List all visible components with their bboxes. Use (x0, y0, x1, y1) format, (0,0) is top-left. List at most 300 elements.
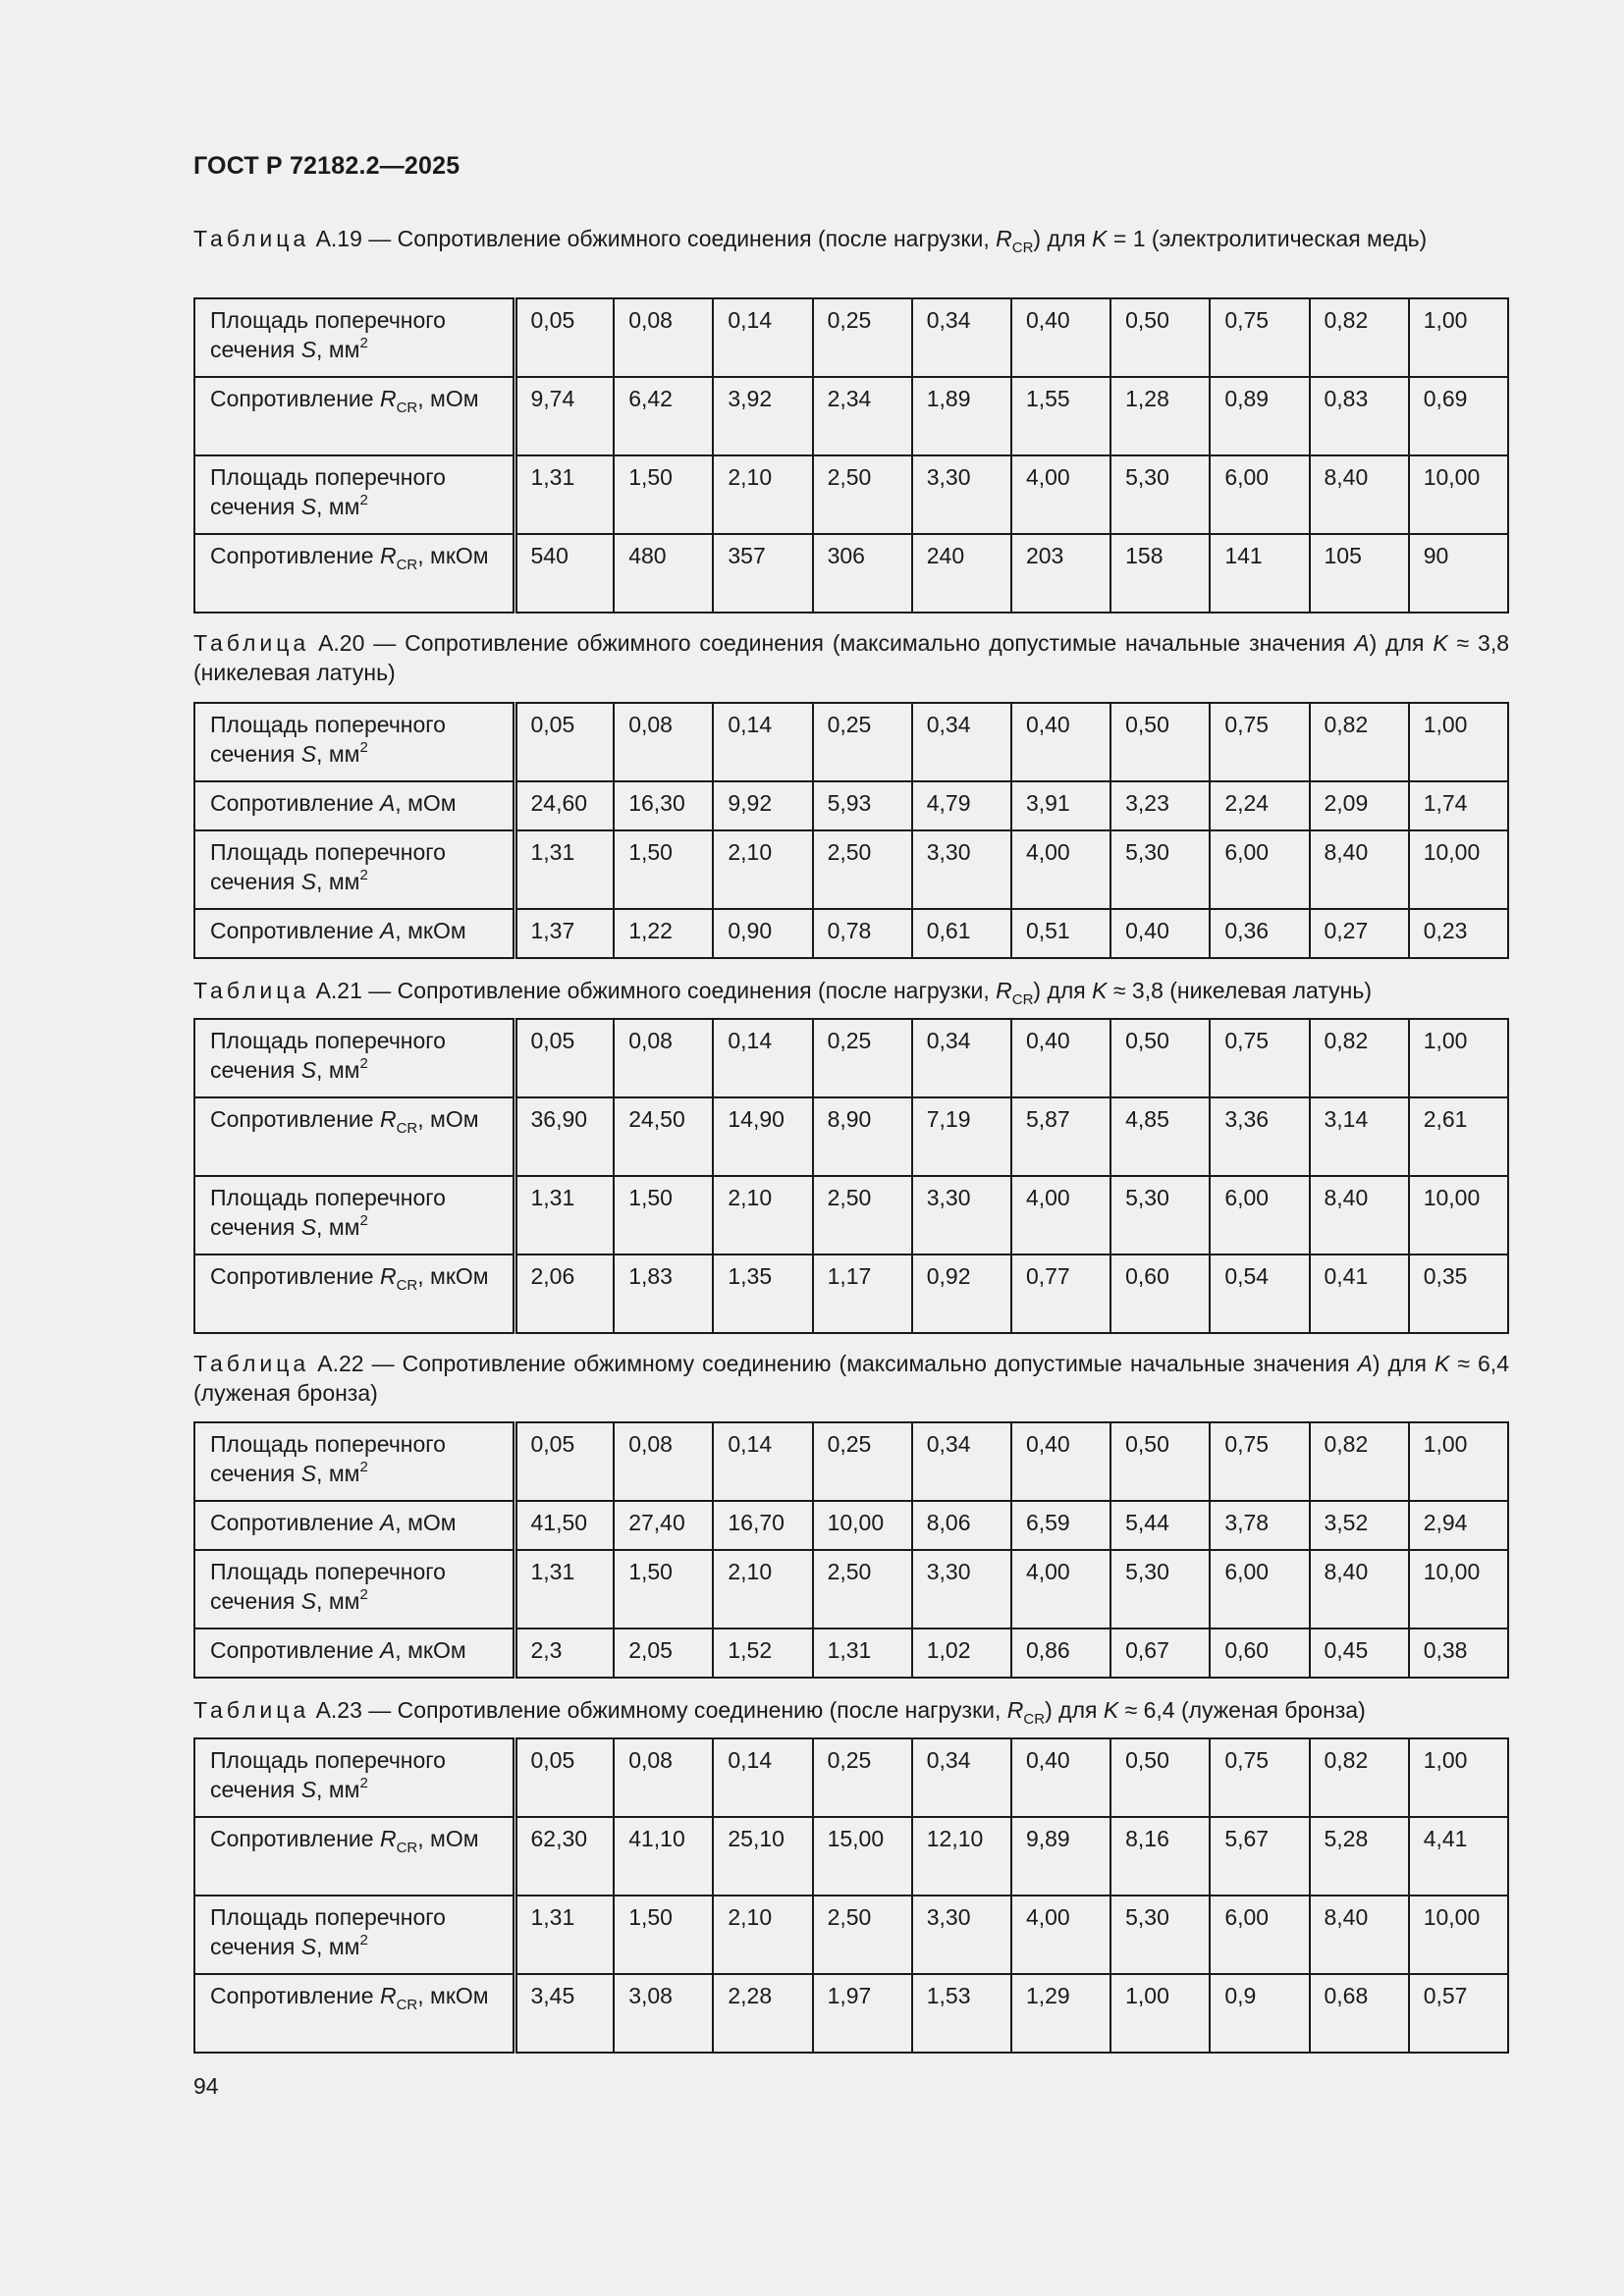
label-variable: R (379, 1263, 397, 1289)
table-cell: 1,89 (912, 377, 1011, 455)
table-cell: 5,44 (1110, 1501, 1210, 1550)
table-cell: 6,00 (1210, 830, 1309, 909)
label-subscript: CR (396, 1120, 418, 1137)
label-text: Площадь поперечного сечения (210, 712, 446, 767)
row-label (194, 1501, 514, 1550)
table-cell: 0,40 (1110, 909, 1210, 958)
table-cell: 0,36 (1210, 909, 1309, 958)
table-cell: 0,05 (514, 1019, 614, 1097)
row-label (194, 534, 514, 613)
table-cell: 10,00 (1409, 830, 1508, 909)
caption-variable: A (1354, 630, 1370, 656)
table-cell: 3,30 (912, 830, 1011, 909)
table-cell: 0,86 (1011, 1629, 1110, 1678)
label-text: Площадь поперечного сечения (210, 1431, 446, 1486)
table-cell: 27,40 (614, 1501, 713, 1550)
table-cell: 0,05 (514, 298, 614, 377)
table-cell: 1,53 (912, 1974, 1011, 2053)
table-row (194, 1896, 1508, 1974)
table-cell: 0,40 (1011, 703, 1110, 781)
caption-number: А.20 (318, 630, 365, 656)
table-cell: 0,9 (1210, 1974, 1309, 2053)
table-cell: 1,31 (514, 1176, 614, 1255)
label-unit: , мОм (417, 1106, 479, 1132)
row-label (194, 909, 514, 958)
table-cell: 1,31 (514, 830, 614, 909)
document-header: ГОСТ Р 72182.2—2025 (193, 152, 460, 180)
label-unit: , мкОм (395, 1637, 466, 1663)
data-table (193, 1737, 1509, 2054)
table-cell: 3,23 (1110, 781, 1210, 830)
table-cell: 105 (1310, 534, 1409, 613)
label-unit: , мОм (395, 790, 457, 816)
table-cell: 41,10 (614, 1817, 713, 1896)
table-cell: 6,00 (1210, 1550, 1309, 1629)
table-cell: 0,25 (813, 1422, 912, 1501)
table-cell: 5,30 (1110, 1176, 1210, 1255)
table-cell: 3,30 (912, 1896, 1011, 1974)
table-cell: 5,28 (1310, 1817, 1409, 1896)
label-variable: S (300, 1057, 317, 1083)
table-row (194, 1974, 1508, 2053)
table-cell: 0,14 (713, 703, 812, 781)
table-cell: 1,50 (614, 455, 713, 534)
page-number: 94 (193, 2073, 219, 2099)
table-cell: 4,00 (1011, 1176, 1110, 1255)
table-cell: 0,25 (813, 1738, 912, 1817)
table-row (194, 377, 1508, 455)
table-cell: 1,31 (514, 1550, 614, 1629)
caption-number: А.23 (315, 1697, 362, 1723)
label-variable: S (300, 869, 317, 894)
table-cell: 0,92 (912, 1255, 1011, 1333)
table-cell: 9,74 (514, 377, 614, 455)
table-cell: 2,10 (713, 830, 812, 909)
data-table (193, 297, 1509, 614)
table-cell: 0,41 (1310, 1255, 1409, 1333)
table-cell: 5,30 (1110, 1896, 1210, 1974)
table-cell: 0,08 (614, 1422, 713, 1501)
caption-variable: R (996, 978, 1012, 1003)
table-cell: 8,40 (1310, 830, 1409, 909)
label-unit: , мм (316, 1057, 360, 1083)
table-cell: 5,87 (1011, 1097, 1110, 1176)
table-cell: 1,00 (1409, 1019, 1508, 1097)
table-cell: 0,50 (1110, 1738, 1210, 1817)
table-cell: 0,75 (1210, 1019, 1309, 1097)
table-row (194, 1019, 1508, 1097)
table-cell: 6,00 (1210, 455, 1309, 534)
table-cell: 1,00 (1409, 1422, 1508, 1501)
label-unit: , мм (316, 1461, 360, 1486)
caption-text: — Сопротивление обжимного соединения (после нагрузки, (368, 226, 997, 251)
table-cell: 5,30 (1110, 1550, 1210, 1629)
label-subscript: CR (396, 1840, 418, 1856)
table-cell: 7,19 (912, 1097, 1011, 1176)
label-unit: , мкОм (395, 918, 466, 943)
label-superscript: 2 (359, 867, 368, 883)
table-cell: 0,82 (1310, 298, 1409, 377)
table-cell: 2,50 (813, 1176, 912, 1255)
table-cell: 5,30 (1110, 455, 1210, 534)
table-cell: 6,42 (614, 377, 713, 455)
label-unit: , мкОм (417, 1263, 489, 1289)
label-text: Площадь поперечного сечения (210, 1747, 446, 1802)
table-cell: 0,69 (1409, 377, 1508, 455)
table-cell: 2,09 (1310, 781, 1409, 830)
table-caption (193, 628, 1509, 687)
label-superscript: 2 (359, 1586, 368, 1603)
table-cell: 0,82 (1310, 1422, 1409, 1501)
table-cell: 0,90 (713, 909, 812, 958)
table-cell: 2,50 (813, 830, 912, 909)
caption-text: ) для (1033, 978, 1093, 1003)
table-cell: 9,92 (713, 781, 812, 830)
table-cell: 540 (514, 534, 614, 613)
row-label (194, 455, 514, 534)
table-cell: 0,40 (1011, 1019, 1110, 1097)
table-cell: 6,00 (1210, 1896, 1309, 1974)
caption-k-variable: K (1103, 1697, 1119, 1723)
table-cell: 0,82 (1310, 703, 1409, 781)
label-superscript: 2 (359, 1932, 368, 1949)
label-superscript: 2 (359, 1459, 368, 1475)
table-cell: 0,08 (614, 703, 713, 781)
label-superscript: 2 (359, 492, 368, 508)
table-cell: 3,52 (1310, 1501, 1409, 1550)
label-variable: R (379, 386, 397, 411)
label-unit: , мОм (395, 1510, 457, 1535)
table-cell: 1,02 (912, 1629, 1011, 1678)
caption-prefix: Таблица (193, 1697, 310, 1723)
table-cell: 0,83 (1310, 377, 1409, 455)
data-table (193, 702, 1509, 959)
table-cell: 1,31 (514, 1896, 614, 1974)
table-cell: 36,90 (514, 1097, 614, 1176)
caption-text: ≈ 6,4 (луженая бронза) (193, 1351, 1509, 1406)
table-cell: 1,22 (614, 909, 713, 958)
label-unit: , мм (316, 1214, 360, 1240)
table-cell: 3,36 (1210, 1097, 1309, 1176)
label-variable: R (379, 1106, 397, 1132)
table-cell: 0,40 (1011, 1738, 1110, 1817)
table-caption (193, 224, 1509, 256)
table-row (194, 1738, 1508, 1817)
label-unit: , мм (316, 869, 360, 894)
table-cell: 2,50 (813, 1550, 912, 1629)
label-text: Площадь поперечного сечения (210, 1028, 446, 1083)
table-cell: 0,34 (912, 1422, 1011, 1501)
table-cell: 0,82 (1310, 1019, 1409, 1097)
table-cell: 41,50 (514, 1501, 614, 1550)
table-row (194, 1422, 1508, 1501)
label-variable: S (300, 1214, 317, 1240)
table-cell: 8,16 (1110, 1817, 1210, 1896)
table-cell: 1,29 (1011, 1974, 1110, 2053)
table-cell: 3,30 (912, 1176, 1011, 1255)
table-cell: 0,50 (1110, 298, 1210, 377)
table-cell: 4,79 (912, 781, 1011, 830)
caption-variable: R (1006, 1697, 1024, 1723)
label-text: Сопротивление (210, 918, 380, 943)
table-cell: 6,00 (1210, 1176, 1309, 1255)
label-text: Сопротивление (210, 1106, 380, 1132)
caption-prefix: Таблица (193, 1351, 310, 1376)
label-variable: R (379, 1983, 397, 2008)
table-cell: 3,91 (1011, 781, 1110, 830)
row-label (194, 1097, 514, 1176)
table-cell: 0,05 (514, 1422, 614, 1501)
label-text: Площадь поперечного сечения (210, 839, 446, 894)
caption-k-variable: K (1092, 978, 1108, 1003)
row-label (194, 1629, 514, 1678)
table-row (194, 1255, 1508, 1333)
label-text: Сопротивление (210, 386, 380, 411)
row-label (194, 1550, 514, 1629)
label-unit: , мОм (417, 386, 479, 411)
label-variable: S (300, 1777, 317, 1802)
caption-text: ) для (1372, 1351, 1435, 1376)
table-cell: 0,34 (912, 1019, 1011, 1097)
table-cell: 16,30 (614, 781, 713, 830)
caption-prefix: Таблица (193, 630, 310, 656)
table-cell: 4,41 (1409, 1817, 1508, 1896)
table-cell: 10,00 (813, 1501, 912, 1550)
label-text: Сопротивление (210, 1637, 380, 1663)
table-cell: 0,50 (1110, 703, 1210, 781)
table-cell: 0,34 (912, 298, 1011, 377)
label-text: Площадь поперечного сечения (210, 1904, 446, 1959)
table-cell: 8,40 (1310, 1896, 1409, 1974)
table-cell: 0,34 (912, 1738, 1011, 1817)
table-cell: 3,92 (713, 377, 812, 455)
table-row (194, 534, 1508, 613)
table-cell: 0,40 (1011, 298, 1110, 377)
label-unit: , мм (316, 1777, 360, 1802)
row-label (194, 703, 514, 781)
table-cell: 0,75 (1210, 703, 1309, 781)
label-variable: S (300, 1934, 317, 1959)
label-variable: S (300, 1588, 317, 1614)
caption-text: ) для (1045, 1697, 1104, 1723)
row-label (194, 1896, 514, 1974)
caption-prefix: Таблица (193, 978, 310, 1003)
table-cell: 0,27 (1310, 909, 1409, 958)
table-cell: 0,38 (1409, 1629, 1508, 1678)
table-cell: 10,00 (1409, 455, 1508, 534)
table-cell: 12,10 (912, 1817, 1011, 1896)
table-cell: 0,40 (1011, 1422, 1110, 1501)
label-unit: , мм (316, 1934, 360, 1959)
table-cell: 1,50 (614, 1896, 713, 1974)
table-cell: 3,30 (912, 455, 1011, 534)
caption-subscript: CR (1011, 991, 1034, 1008)
label-variable: S (300, 337, 317, 362)
table-cell: 2,34 (813, 377, 912, 455)
caption-text: — Сопротивление обжимному соединению (после нагрузки, (368, 1697, 1007, 1723)
label-subscript: CR (396, 400, 418, 416)
label-variable: R (379, 543, 397, 568)
caption-text: ) для (1369, 630, 1434, 656)
table-cell: 0,61 (912, 909, 1011, 958)
table-cell: 1,37 (514, 909, 614, 958)
caption-variable: R (996, 226, 1012, 251)
table-cell: 0,05 (514, 1738, 614, 1817)
label-variable: S (300, 494, 317, 519)
table-cell: 4,00 (1011, 1896, 1110, 1974)
table-cell: 2,10 (713, 1550, 812, 1629)
table-row (194, 298, 1508, 377)
table-caption (193, 1349, 1509, 1408)
table-cell: 3,78 (1210, 1501, 1309, 1550)
label-unit: , мм (316, 337, 360, 362)
table-cell: 2,28 (713, 1974, 812, 2053)
table-cell: 2,10 (713, 455, 812, 534)
label-variable: A (379, 918, 396, 943)
table-cell: 1,52 (713, 1629, 812, 1678)
table-cell: 0,54 (1210, 1255, 1309, 1333)
table-cell: 6,59 (1011, 1501, 1110, 1550)
label-text: Сопротивление (210, 790, 380, 816)
table-cell: 0,45 (1310, 1629, 1409, 1678)
table-cell: 0,75 (1210, 1422, 1309, 1501)
label-unit: , мм (316, 741, 360, 767)
table-cell: 1,50 (614, 1550, 713, 1629)
label-subscript: CR (396, 1277, 418, 1294)
label-text: Сопротивление (210, 1983, 380, 2008)
table-cell: 1,28 (1110, 377, 1210, 455)
table-row (194, 781, 1508, 830)
table-cell: 0,25 (813, 1019, 912, 1097)
table-cell: 24,60 (514, 781, 614, 830)
row-label (194, 1974, 514, 2053)
caption-k-variable: K (1092, 226, 1108, 251)
table-cell: 0,50 (1110, 1422, 1210, 1501)
table-cell: 4,00 (1011, 1550, 1110, 1629)
table-cell: 2,94 (1409, 1501, 1508, 1550)
table-cell: 3,14 (1310, 1097, 1409, 1176)
table-cell: 0,60 (1110, 1255, 1210, 1333)
table-cell: 8,40 (1310, 1550, 1409, 1629)
table-cell: 1,00 (1409, 1738, 1508, 1817)
table-cell: 0,05 (514, 703, 614, 781)
label-superscript: 2 (359, 1775, 368, 1791)
table-row (194, 703, 1508, 781)
label-text: Площадь поперечного сечения (210, 1559, 446, 1614)
table-cell: 0,50 (1110, 1019, 1210, 1097)
table-cell: 0,51 (1011, 909, 1110, 958)
data-table (193, 1018, 1509, 1334)
table-row (194, 909, 1508, 958)
row-label (194, 377, 514, 455)
table-cell: 8,40 (1310, 455, 1409, 534)
table-cell: 3,08 (614, 1974, 713, 2053)
table-cell: 0,82 (1310, 1738, 1409, 1817)
table-cell: 1,31 (813, 1629, 912, 1678)
label-unit: , мОм (417, 1826, 479, 1851)
table-cell: 0,08 (614, 1019, 713, 1097)
table-cell: 2,10 (713, 1176, 812, 1255)
table-cell: 2,24 (1210, 781, 1309, 830)
label-superscript: 2 (359, 1055, 368, 1072)
table-cell: 2,61 (1409, 1097, 1508, 1176)
row-label (194, 1738, 514, 1817)
label-variable: R (379, 1826, 397, 1851)
table-row (194, 1629, 1508, 1678)
table-cell: 0,67 (1110, 1629, 1210, 1678)
table-cell: 1,00 (1409, 703, 1508, 781)
table-cell: 8,40 (1310, 1176, 1409, 1255)
table-cell: 141 (1210, 534, 1309, 613)
table-caption (193, 1695, 1509, 1728)
caption-text: — Сопротивление обжимному соединению (максимально допустимые начальные значения (371, 1351, 1358, 1376)
caption-number: А.21 (315, 978, 362, 1003)
label-unit: , мм (316, 1588, 360, 1614)
label-subscript: CR (396, 557, 418, 573)
table-row (194, 1817, 1508, 1896)
label-variable: S (300, 741, 317, 767)
table-cell: 0,57 (1409, 1974, 1508, 2053)
table-cell: 203 (1011, 534, 1110, 613)
caption-text: ≈ 6,4 (луженая бронза) (1118, 1697, 1366, 1723)
table-cell: 357 (713, 534, 812, 613)
table-cell: 2,50 (813, 1896, 912, 1974)
table-cell: 2,06 (514, 1255, 614, 1333)
table-cell: 1,35 (713, 1255, 812, 1333)
table-cell: 2,3 (514, 1629, 614, 1678)
table-cell: 0,14 (713, 1738, 812, 1817)
row-label (194, 830, 514, 909)
table-cell: 1,31 (514, 455, 614, 534)
table-cell: 0,68 (1310, 1974, 1409, 2053)
label-superscript: 2 (359, 1212, 368, 1229)
label-text: Сопротивление (210, 1510, 380, 1535)
caption-k-variable: K (1434, 1351, 1450, 1376)
table-cell: 2,05 (614, 1629, 713, 1678)
table-cell: 24,50 (614, 1097, 713, 1176)
table-cell: 2,50 (813, 455, 912, 534)
table-row (194, 1550, 1508, 1629)
row-label (194, 1422, 514, 1501)
table-cell: 0,75 (1210, 1738, 1309, 1817)
label-superscript: 2 (359, 739, 368, 756)
table-cell: 0,34 (912, 703, 1011, 781)
table-cell: 0,08 (614, 1738, 713, 1817)
caption-text: — Сопротивление обжимного соединения (максимально допустимые начальные значения (373, 630, 1355, 656)
table-row (194, 1097, 1508, 1176)
label-variable: A (379, 1637, 396, 1663)
data-table (193, 1421, 1509, 1679)
table-cell: 8,06 (912, 1501, 1011, 1550)
table-cell: 0,23 (1409, 909, 1508, 958)
table-cell: 0,14 (713, 298, 812, 377)
table-cell: 1,17 (813, 1255, 912, 1333)
label-text: Сопротивление (210, 1826, 380, 1851)
caption-subscript: CR (1011, 240, 1034, 256)
table-cell: 4,00 (1011, 830, 1110, 909)
table-cell: 0,35 (1409, 1255, 1508, 1333)
label-unit: , мкОм (417, 1983, 489, 2008)
row-label (194, 1019, 514, 1097)
table-cell: 1,00 (1409, 298, 1508, 377)
caption-variable: A (1357, 1351, 1373, 1376)
table-row (194, 455, 1508, 534)
table-cell: 4,85 (1110, 1097, 1210, 1176)
table-cell: 10,00 (1409, 1896, 1508, 1974)
row-label (194, 1817, 514, 1896)
table-cell: 9,89 (1011, 1817, 1110, 1896)
caption-text: ) для (1033, 226, 1093, 251)
